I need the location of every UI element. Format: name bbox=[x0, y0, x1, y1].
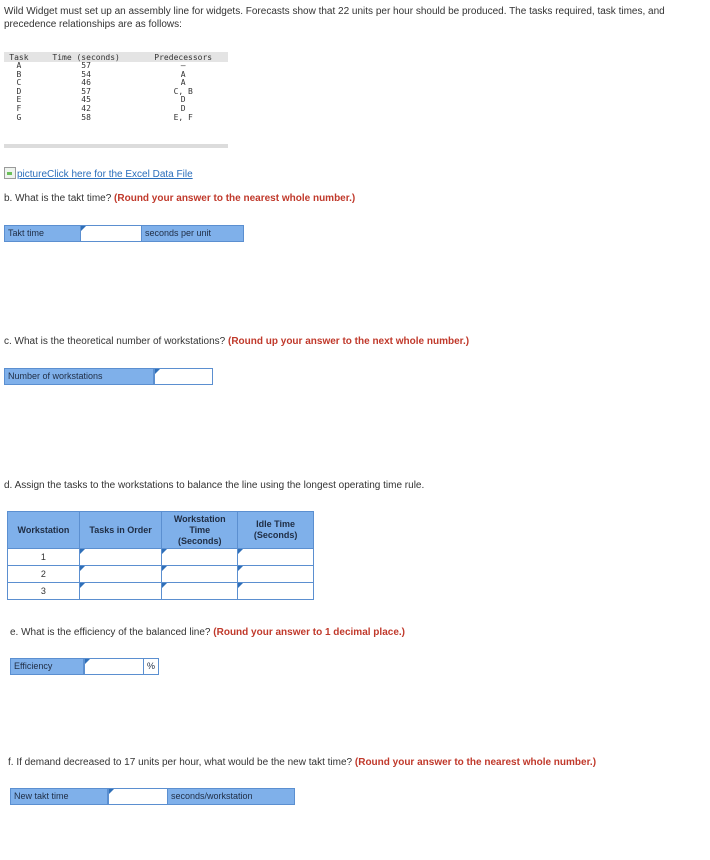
col-workstation: Workstation bbox=[8, 512, 80, 549]
workstation-time-input[interactable] bbox=[162, 549, 238, 566]
col-tasks-in-order: Tasks in Order bbox=[79, 512, 162, 549]
broken-image-icon bbox=[4, 167, 16, 179]
table-row bbox=[8, 583, 314, 600]
idle-time-input[interactable] bbox=[238, 549, 314, 566]
takt-time-label: Takt time bbox=[4, 225, 81, 242]
question-e-instruction: (Round your answer to 1 decimal place.) bbox=[213, 627, 405, 638]
question-f bbox=[8, 757, 596, 768]
new-takt-time-input[interactable] bbox=[108, 788, 168, 805]
table-row bbox=[8, 566, 314, 583]
idle-time-input[interactable] bbox=[238, 566, 314, 583]
table-row bbox=[4, 96, 228, 105]
tasks-input[interactable] bbox=[79, 549, 162, 566]
workstation-table bbox=[7, 511, 314, 600]
tasks-input[interactable] bbox=[79, 583, 162, 600]
table-row bbox=[4, 114, 228, 123]
excel-link-row[interactable] bbox=[4, 167, 193, 180]
workstation-number: 3 bbox=[8, 583, 80, 600]
time-cell: 57 bbox=[81, 61, 91, 70]
efficiency-label: Efficiency bbox=[10, 658, 84, 675]
tasks-input[interactable] bbox=[79, 566, 162, 583]
new-takt-time-unit: seconds/workstation bbox=[167, 788, 295, 805]
workstation-time-input[interactable] bbox=[162, 566, 238, 583]
time-cell: 58 bbox=[81, 112, 91, 122]
task-data-table bbox=[4, 52, 228, 122]
efficiency-input[interactable] bbox=[84, 658, 144, 675]
question-c-instruction: (Round up your answer to the next whole number.) bbox=[228, 336, 470, 347]
pred-cell: E, F bbox=[173, 112, 193, 122]
time-cell: 45 bbox=[81, 95, 91, 105]
workstation-number: 1 bbox=[8, 549, 80, 566]
takt-time-unit: seconds per unit bbox=[141, 225, 244, 242]
pred-cell: D bbox=[180, 95, 186, 105]
question-f-instruction: (Round your answer to the nearest whole number.) bbox=[354, 757, 597, 768]
image-alt-text[interactable]: picture bbox=[17, 169, 48, 180]
col-workstation-time-text: Workstation Time (Seconds) bbox=[173, 513, 226, 546]
question-e-text: e. What is the efficiency of the balanced line? bbox=[10, 627, 211, 638]
takt-time-row bbox=[4, 225, 242, 242]
efficiency-unit: % bbox=[143, 658, 159, 675]
excel-data-link[interactable]: Click here for the Excel Data File bbox=[47, 169, 193, 180]
task-cell: C bbox=[16, 78, 22, 88]
pred-cell: – bbox=[180, 61, 186, 70]
pred-cell: C, B bbox=[173, 86, 193, 96]
workstations-row bbox=[4, 368, 214, 385]
col-task: Task bbox=[4, 52, 34, 62]
workstations-input[interactable] bbox=[154, 368, 213, 385]
col-predecessors: Predecessors bbox=[138, 52, 228, 62]
pred-cell: A bbox=[180, 78, 186, 88]
question-b-instruction: (Round your answer to the nearest whole number.) bbox=[114, 193, 356, 204]
time-cell: 42 bbox=[81, 103, 91, 113]
col-workstation-time bbox=[162, 512, 238, 549]
table-row bbox=[4, 79, 228, 88]
table-row bbox=[4, 88, 228, 97]
question-d: d. Assign the tasks to the workstations to balance the line using the longest operating time rule. bbox=[4, 480, 425, 491]
task-cell: B bbox=[16, 69, 22, 79]
table-row bbox=[4, 71, 228, 80]
col-idle-time bbox=[238, 512, 314, 549]
time-cell: 57 bbox=[81, 86, 91, 96]
table-row bbox=[4, 62, 228, 71]
takt-time-input[interactable] bbox=[80, 225, 142, 242]
task-table-header-row bbox=[4, 52, 228, 62]
table-row bbox=[8, 549, 314, 566]
question-b-text: b. What is the takt time? bbox=[4, 193, 112, 204]
workstations-label: Number of workstations bbox=[4, 368, 154, 385]
task-cell: D bbox=[16, 86, 22, 96]
question-b bbox=[4, 193, 355, 204]
workstation-number: 2 bbox=[8, 566, 80, 583]
pred-cell: D bbox=[180, 103, 186, 113]
table-bottom-bar bbox=[4, 144, 228, 148]
workstation-time-input[interactable] bbox=[162, 583, 238, 600]
idle-time-input[interactable] bbox=[238, 583, 314, 600]
question-e bbox=[10, 627, 405, 638]
table-row bbox=[4, 105, 228, 114]
task-cell: F bbox=[16, 103, 22, 113]
task-cell: G bbox=[16, 112, 22, 122]
question-f-text: f. If demand decreased to 17 units per hour, what would be the new takt time? bbox=[8, 757, 353, 768]
question-c-text: c. What is the theoretical number of workstations? bbox=[4, 336, 226, 347]
pred-cell: A bbox=[180, 69, 186, 79]
time-cell: 54 bbox=[81, 69, 91, 79]
col-idle-time-text: Idle Time (Seconds) bbox=[253, 519, 298, 540]
question-c bbox=[4, 336, 469, 347]
efficiency-row bbox=[10, 658, 160, 675]
new-takt-time-label: New takt time bbox=[10, 788, 108, 805]
time-cell: 46 bbox=[81, 78, 91, 88]
task-cell: E bbox=[16, 95, 22, 105]
problem-intro: Wild Widget must set up an assembly line for widgets. Forecasts show that 22 units per hour should be produced. The tasks required, task times, and precedence relationships are as follows: bbox=[4, 6, 665, 30]
new-takt-time-row bbox=[10, 788, 296, 805]
col-time: Time (seconds) bbox=[34, 52, 139, 62]
task-cell: A bbox=[16, 61, 22, 70]
workstation-header-row bbox=[8, 512, 314, 549]
